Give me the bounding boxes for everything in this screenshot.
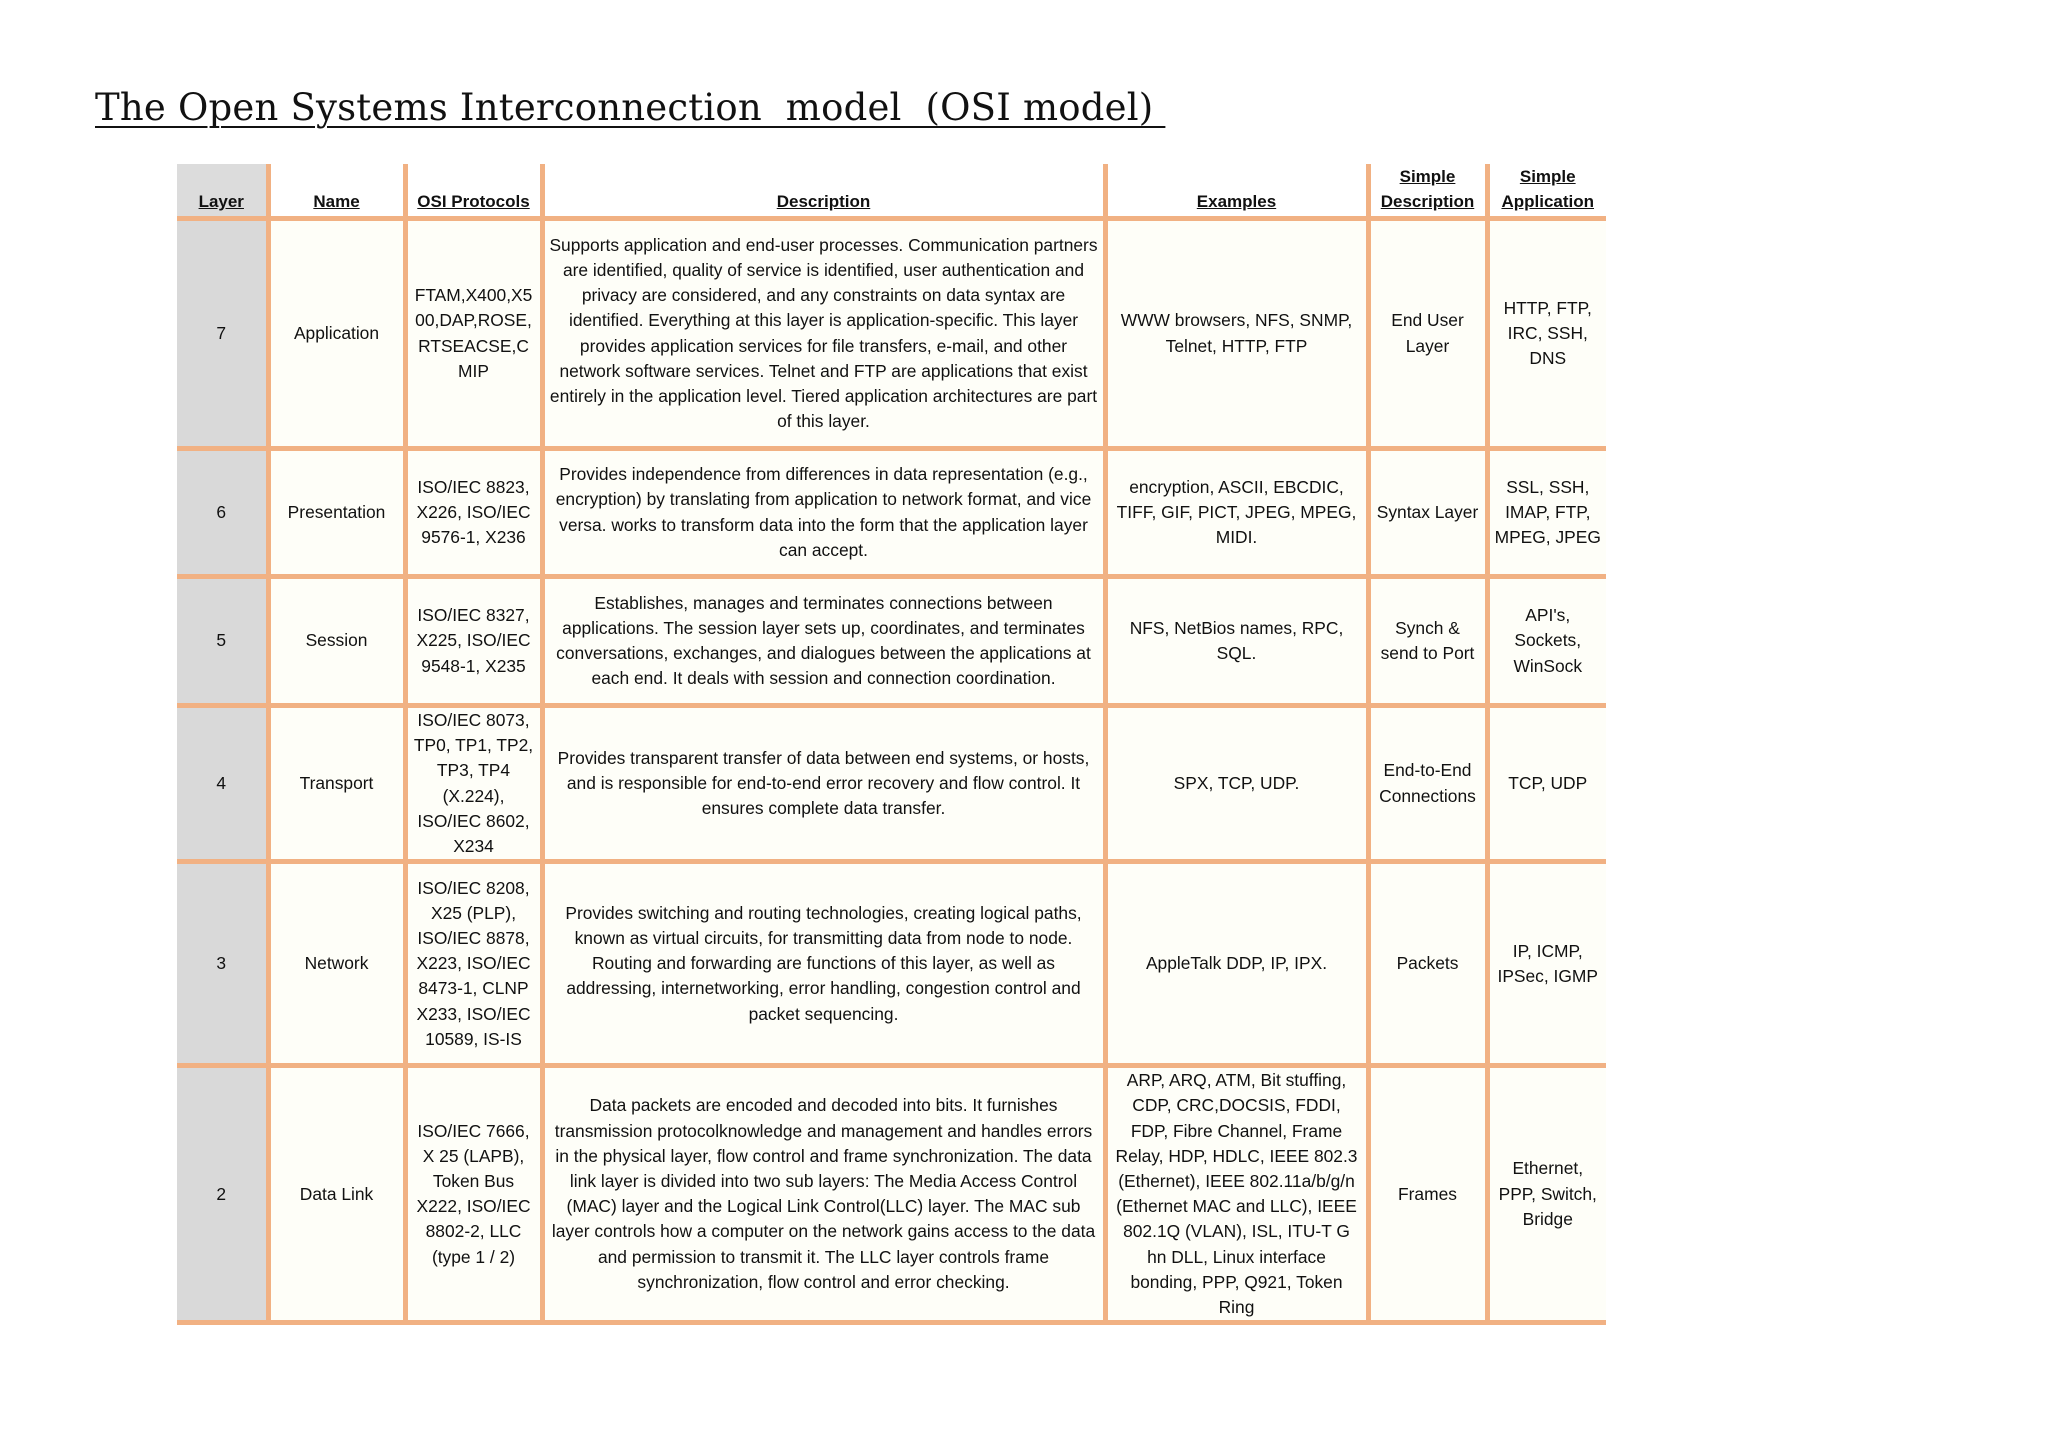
- cell-protocols: ISO/IEC 8208, X25 (PLP), ISO/IEC 8878, X223, ISO/IEC 8473-1, CLNP X233, ISO/IEC 10589, IS-IS: [405, 862, 542, 1066]
- table-row: [177, 862, 1606, 1066]
- cell-name: Session: [268, 577, 405, 706]
- cell-simple-application: IP, ICMP, IPSec, IGMP: [1487, 862, 1606, 1066]
- cell-simple-application: HTTP, FTP, IRC, SSH, DNS: [1487, 219, 1606, 449]
- cell-simple-description: Synch & send to Port: [1368, 577, 1487, 706]
- header-name: Name: [268, 164, 405, 219]
- header-examples: Examples: [1105, 164, 1368, 219]
- table-row: [177, 219, 1606, 449]
- osi-model-table: [177, 164, 1606, 1325]
- cell-protocols: ISO/IEC 8327, X225, ISO/IEC 9548-1, X235: [405, 577, 542, 706]
- cell-layer: 7: [177, 219, 268, 449]
- cell-protocols: ISO/IEC 8823, X226, ISO/IEC 9576-1, X236: [405, 449, 542, 577]
- cell-layer: 4: [177, 706, 268, 862]
- cell-description: Establishes, manages and terminates connections between applications. The session layer sets up, coordinates, and terminates conversations, exchanges, and dialogues between the applications at each end. It deals with session and connection coordination.: [542, 577, 1105, 706]
- table-row: [177, 1066, 1606, 1323]
- cell-simple-description: Syntax Layer: [1368, 449, 1487, 577]
- cell-name: Application: [268, 219, 405, 449]
- cell-examples: SPX, TCP, UDP.: [1105, 706, 1368, 862]
- header-simple-description: Simple Description: [1368, 164, 1487, 219]
- cell-simple-application: Ethernet, PPP, Switch, Bridge: [1487, 1066, 1606, 1323]
- cell-layer: 2: [177, 1066, 268, 1323]
- cell-simple-description: Frames: [1368, 1066, 1487, 1323]
- cell-simple-application: SSL, SSH, IMAP, FTP, MPEG, JPEG: [1487, 449, 1606, 577]
- header-protocols: OSI Protocols: [405, 164, 542, 219]
- cell-description: Provides switching and routing technologies, creating logical paths, known as virtual circuits, for transmitting data from node to node. Routing and forwarding are functions of this layer, as well as addressing, internetworking, error handling, congestion control and packet sequencing.: [542, 862, 1105, 1066]
- cell-examples: NFS, NetBios names, RPC, SQL.: [1105, 577, 1368, 706]
- cell-simple-description: End User Layer: [1368, 219, 1487, 449]
- cell-simple-description: End-to-End Connections: [1368, 706, 1487, 862]
- cell-protocols: FTAM,X400,X500,DAP,ROSE,RTSEACSE,CMIP: [405, 219, 542, 449]
- cell-examples: WWW browsers, NFS, SNMP, Telnet, HTTP, FTP: [1105, 219, 1368, 449]
- cell-layer: 6: [177, 449, 268, 577]
- cell-description: Supports application and end-user processes. Communication partners are identified, quality of service is identified, user authentication and privacy are considered, and any constraints on data syntax are identified. Everything at this layer is application-specific. This layer provides application services for file transfers, e-mail, and other network software services. Telnet and FTP are applications that exist entirely in the application level. Tiered application architectures are part of this layer.: [542, 219, 1105, 449]
- cell-name: Network: [268, 862, 405, 1066]
- cell-layer: 3: [177, 862, 268, 1066]
- table-row: [177, 577, 1606, 706]
- cell-simple-application: API's, Sockets, WinSock: [1487, 577, 1606, 706]
- cell-description: Provides transparent transfer of data between end systems, or hosts, and is responsible for end-to-end error recovery and flow control. It ensures complete data transfer.: [542, 706, 1105, 862]
- cell-name: Presentation: [268, 449, 405, 577]
- header-description: Description: [542, 164, 1105, 219]
- cell-simple-description: Packets: [1368, 862, 1487, 1066]
- cell-examples: AppleTalk DDP, IP, IPX.: [1105, 862, 1368, 1066]
- header-layer: Layer: [177, 164, 268, 219]
- cell-name: Transport: [268, 706, 405, 862]
- cell-layer: 5: [177, 577, 268, 706]
- table-header-row: [177, 164, 1606, 219]
- cell-name: Data Link: [268, 1066, 405, 1323]
- page-title: The Open Systems Interconnection model (OSI model): [95, 86, 1166, 129]
- header-simple-application: Simple Application: [1487, 164, 1606, 219]
- cell-description: Data packets are encoded and decoded into bits. It furnishes transmission protocolknowledge and management and handles errors in the physical layer, flow control and frame synchronization. The data link layer is divided into two sub layers: The Media Access Control (MAC) layer and the Logical Link Control(LLC) layer. The MAC sub layer controls how a computer on the network gains access to the data and permission to transmit it. The LLC layer controls frame synchronization, flow control and error checking.: [542, 1066, 1105, 1323]
- cell-examples: ARP, ARQ, ATM, Bit stuffing, CDP, CRC,DOCSIS, FDDI, FDP, Fibre Channel, Frame Relay, HDP, HDLC, IEEE 802.3 (Ethernet), IEEE 802.11a/b/g/n (Ethernet MAC and LLC), IEEE 802.1Q (VLAN), ISL, ITU-T G hn DLL, Linux interface bonding, PPP, Q921, Token Ring: [1105, 1066, 1368, 1323]
- cell-examples: encryption, ASCII, EBCDIC, TIFF, GIF, PICT, JPEG, MPEG, MIDI.: [1105, 449, 1368, 577]
- cell-simple-application: TCP, UDP: [1487, 706, 1606, 862]
- cell-protocols: ISO/IEC 7666, X 25 (LAPB), Token Bus X222, ISO/IEC 8802-2, LLC (type 1 / 2): [405, 1066, 542, 1323]
- cell-protocols: ISO/IEC 8073, TP0, TP1, TP2, TP3, TP4 (X.224), ISO/IEC 8602, X234: [405, 706, 542, 862]
- table-row: [177, 706, 1606, 862]
- table-row: [177, 449, 1606, 577]
- cell-description: Provides independence from differences in data representation (e.g., encryption) by translating from application to network format, and vice versa. works to transform data into the form that the application layer can accept.: [542, 449, 1105, 577]
